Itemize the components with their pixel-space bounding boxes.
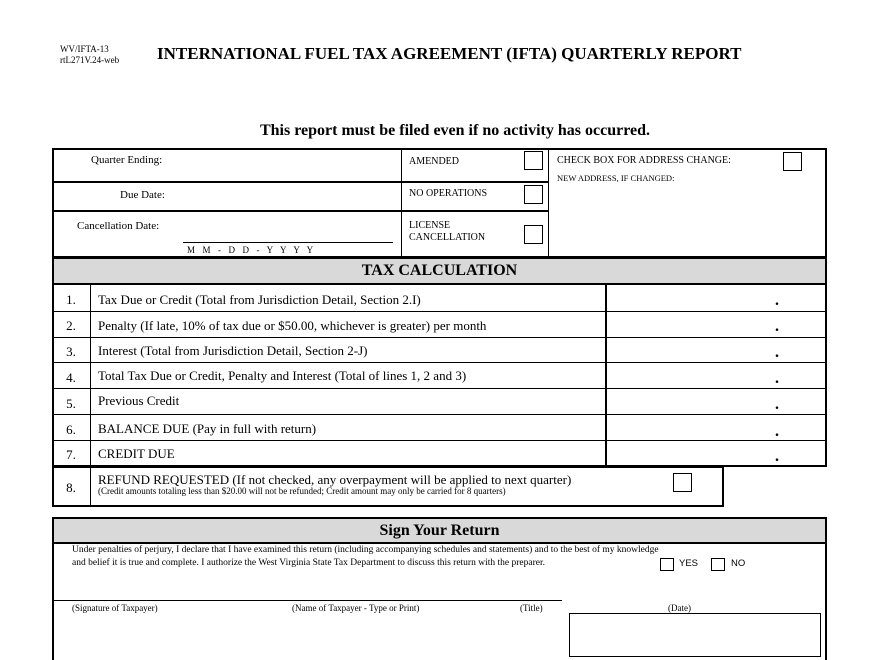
date-input[interactable] bbox=[569, 613, 821, 657]
signature-caption: (Signature of Taxpayer) bbox=[72, 603, 158, 613]
line-number: 4. bbox=[66, 370, 76, 385]
license-cancellation-label bbox=[409, 220, 485, 244]
form-code-block bbox=[60, 44, 119, 66]
date-caption: (Date) bbox=[668, 603, 691, 613]
page-title: INTERNATIONAL FUEL TAX AGREEMENT (IFTA) QUARTERLY REPORT bbox=[157, 44, 742, 63]
refund-note: (Credit amounts totaling less than $20.00 will not be refunded; Credit amount may only be carried for 8 quarters) bbox=[98, 486, 506, 496]
amended-checkbox[interactable] bbox=[524, 151, 543, 170]
amended-label: AMENDED bbox=[409, 156, 459, 167]
line-number: 6. bbox=[66, 422, 76, 437]
divider bbox=[401, 148, 402, 258]
no-operations-label: NO OPERATIONS bbox=[409, 188, 488, 199]
quarter-ending-label: Quarter Ending: bbox=[91, 154, 163, 166]
name-caption: (Name of Taxpayer - Type or Print) bbox=[292, 603, 420, 613]
line-label: Tax Due or Credit (Total from Jurisdiction Detail, Section 2.I) bbox=[98, 292, 421, 307]
line-label: Previous Credit bbox=[98, 393, 180, 408]
row-divider bbox=[52, 337, 827, 338]
refund-requested-checkbox[interactable] bbox=[673, 473, 692, 492]
line-label: Penalty (If late, 10% of tax due or $50.00, whichever is greater) per month bbox=[98, 318, 487, 333]
row-divider bbox=[52, 388, 827, 389]
refund-requested-label: REFUND REQUESTED (If not checked, any overpayment will be applied to next quarter) bbox=[98, 472, 572, 487]
form-code: WV/IFTA-13 bbox=[60, 44, 109, 54]
license-cancellation-checkbox[interactable] bbox=[524, 225, 543, 244]
line-number: 3. bbox=[66, 344, 76, 359]
amount-field[interactable]: . bbox=[775, 396, 779, 413]
discuss-yes-label: YES bbox=[679, 558, 699, 569]
line-label: BALANCE DUE (Pay in full with return) bbox=[98, 421, 317, 436]
form-version: rtL271V.24-web bbox=[60, 55, 120, 65]
divider bbox=[52, 210, 548, 212]
due-date-label: Due Date: bbox=[120, 189, 165, 201]
discuss-yes-checkbox[interactable] bbox=[660, 558, 674, 571]
declaration-line1: Under penalties of perjury, I declare that I have examined this return (including accompanying schedules and statements) and to the best of my knowledge bbox=[72, 545, 659, 555]
cancellation-date-label: Cancellation Date: bbox=[77, 220, 160, 232]
row-divider bbox=[52, 311, 827, 312]
cancellation-date-field[interactable] bbox=[183, 242, 393, 243]
address-change-checkbox[interactable] bbox=[783, 152, 802, 171]
license-cancellation-line1: LICENSE bbox=[409, 220, 451, 231]
declaration-line2: and belief it is true and complete. I authorize the West Virginia State Tax Department to discuss this return with the preparer. bbox=[72, 558, 545, 568]
discuss-no-label: NO bbox=[731, 558, 746, 569]
line-number: 7. bbox=[66, 447, 76, 462]
line-number: 8. bbox=[66, 480, 76, 495]
line-number: 2. bbox=[66, 318, 76, 333]
tax-calculation-heading: TAX CALCULATION bbox=[52, 257, 827, 285]
row-divider bbox=[52, 414, 827, 415]
sign-return-heading: Sign Your Return bbox=[52, 517, 827, 544]
address-change-label: CHECK BOX FOR ADDRESS CHANGE: bbox=[557, 155, 731, 166]
divider bbox=[52, 181, 548, 183]
amount-field[interactable]: . bbox=[775, 344, 779, 361]
row-divider bbox=[52, 362, 827, 363]
line-number: 5. bbox=[66, 396, 76, 411]
line-label: Total Tax Due or Credit, Penalty and Interest (Total of lines 1, 2 and 3) bbox=[98, 368, 467, 383]
row-divider bbox=[52, 440, 827, 441]
license-cancellation-line2: CANCELLATION bbox=[409, 232, 486, 243]
amount-field[interactable]: . bbox=[775, 318, 779, 335]
divider bbox=[548, 148, 549, 258]
amount-field[interactable]: . bbox=[775, 423, 779, 440]
date-format-hint: M M - D D - Y Y Y Y bbox=[187, 245, 315, 255]
filing-notice: This report must be filed even if no activity has occurred. bbox=[259, 122, 651, 139]
amount-field[interactable]: . bbox=[775, 370, 779, 387]
line-label: Interest (Total from Jurisdiction Detail, Section 2-J) bbox=[98, 343, 368, 358]
no-operations-checkbox[interactable] bbox=[524, 185, 543, 204]
new-address-label: NEW ADDRESS, IF CHANGED: bbox=[557, 173, 675, 183]
amount-field[interactable]: . bbox=[775, 448, 779, 465]
signature-line bbox=[52, 600, 562, 601]
line-number: 1. bbox=[66, 292, 76, 307]
title-caption: (Title) bbox=[520, 603, 543, 613]
line-label: CREDIT DUE bbox=[98, 446, 175, 461]
discuss-no-checkbox[interactable] bbox=[711, 558, 725, 571]
amount-field[interactable]: . bbox=[775, 292, 779, 309]
